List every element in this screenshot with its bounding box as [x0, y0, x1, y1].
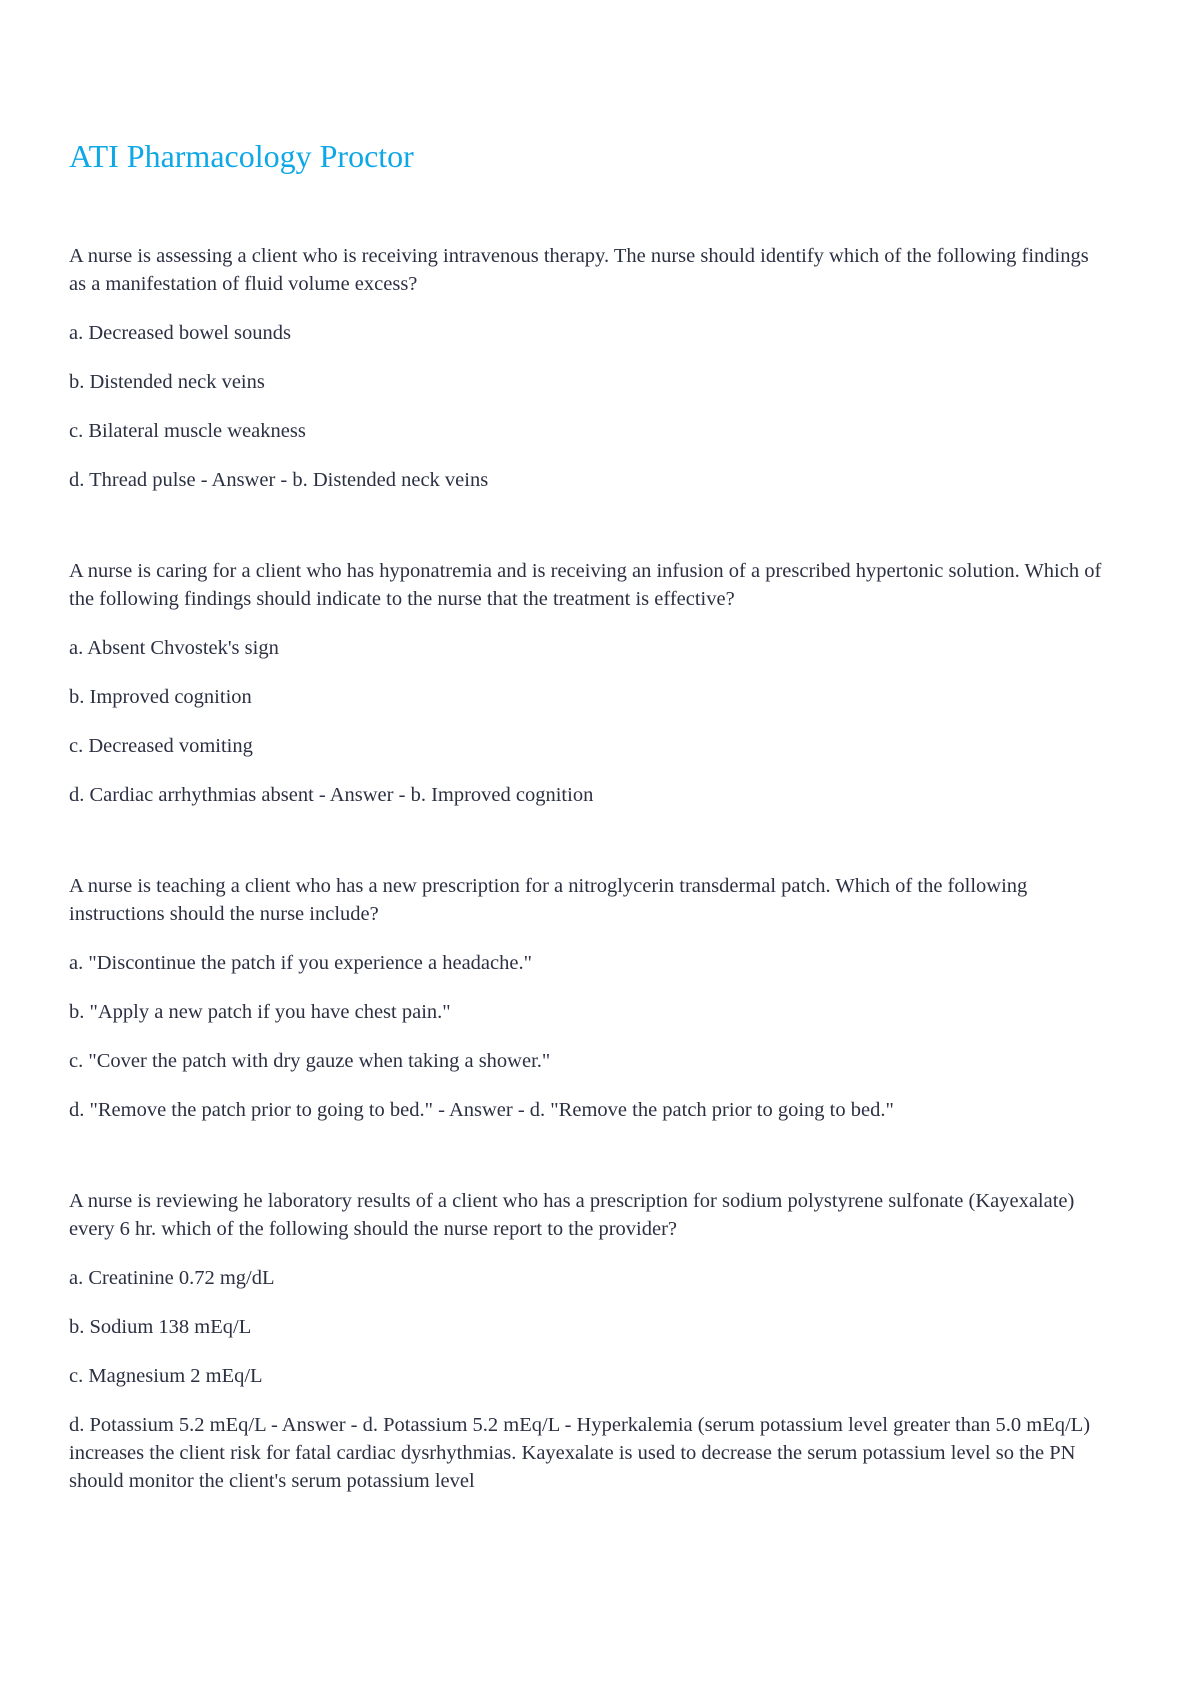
answer-options [69, 634, 1109, 809]
option-d-with-answer-rationale: d. Potassium 5.2 mEq/L - Answer - d. Potassium 5.2 mEq/L - Hyperkalemia (serum potassium level greater than 5.0 mEq/L) increases the client risk for fatal cardiac dysrhythmias. Kayexalate is used to decrease the serum potassium level so the PN should monitor the client's serum potassium level [69, 1414, 1091, 1492]
option-a: a. "Discontinue the patch if you experience a headache." [69, 952, 532, 974]
answer-options [69, 319, 1109, 494]
option-a: a. Decreased bowel sounds [69, 322, 292, 344]
option-d-with-answer: d. Cardiac arrhythmias absent - Answer - b. Improved cognition [69, 784, 594, 806]
option-b: b. "Apply a new patch if you have chest pain." [69, 1001, 451, 1023]
answer-options [69, 949, 1109, 1124]
question-block-3 [69, 872, 1109, 1124]
option-a: a. Absent Chvostek's sign [69, 637, 279, 659]
document-title: ATI Pharmacology Proctor [69, 138, 414, 174]
question-stem: A nurse is teaching a client who has a new prescription for a nitroglycerin transdermal patch. Which of the following instructions should the nurse include? [69, 875, 1028, 925]
option-b: b. Improved cognition [69, 686, 252, 708]
option-b: b. Sodium 138 mEq/L [69, 1316, 252, 1338]
question-block-1 [69, 242, 1109, 494]
question-stem: A nurse is caring for a client who has hyponatremia and is receiving an infusion of a prescribed hypertonic solution. Which of the following findings should indicate to the nurse that the treatment is effective? [69, 560, 1102, 610]
answer-options [69, 1264, 1109, 1495]
question-block-2 [69, 557, 1109, 809]
question-stem: A nurse is reviewing he laboratory results of a client who has a prescription for sodium polystyrene sulfonate (Kayexalate) every 6 hr. which of the following should the nurse report to the provider? [69, 1190, 1075, 1240]
option-d-with-answer: d. "Remove the patch prior to going to bed." - Answer - d. "Remove the patch prior to going to bed." [69, 1099, 894, 1121]
option-b: b. Distended neck veins [69, 371, 265, 393]
question-block-4 [69, 1187, 1109, 1495]
option-c: c. Bilateral muscle weakness [69, 420, 306, 442]
option-c: c. Magnesium 2 mEq/L [69, 1365, 263, 1387]
question-stem: A nurse is assessing a client who is receiving intravenous therapy. The nurse should identify which of the following findings as a manifestation of fluid volume excess? [69, 245, 1089, 295]
option-d-with-answer: d. Thread pulse - Answer - b. Distended neck veins [69, 469, 489, 491]
option-c: c. "Cover the patch with dry gauze when taking a shower." [69, 1050, 551, 1072]
option-a: a. Creatinine 0.72 mg/dL [69, 1267, 275, 1289]
option-c: c. Decreased vomiting [69, 735, 253, 757]
